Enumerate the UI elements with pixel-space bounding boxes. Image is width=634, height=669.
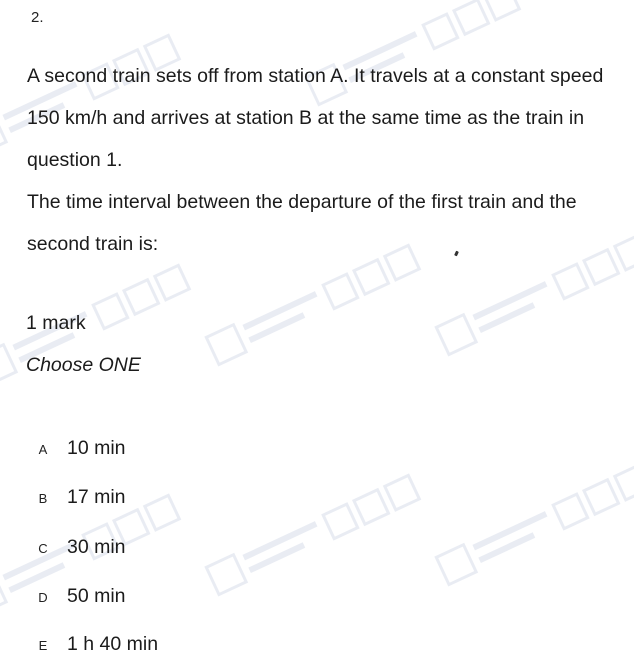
question-line: question 1. xyxy=(27,149,123,171)
option-text: 10 min xyxy=(67,437,126,459)
option-a[interactable] xyxy=(30,435,330,465)
watermark-logo xyxy=(202,461,438,602)
option-text: 1 h 40 min xyxy=(67,633,159,655)
question-line: A second train sets off from station A. It travels at a constant speed xyxy=(27,65,604,87)
question-line: 150 km/h and arrives at station B at the same time as the train in xyxy=(27,107,585,129)
question-line: The time interval between the departure of the first train and the xyxy=(27,191,577,213)
option-letter: E xyxy=(38,638,48,653)
option-letter: A xyxy=(38,442,48,457)
option-d[interactable] xyxy=(30,583,330,613)
option-letter: C xyxy=(38,541,48,556)
option-letter: D xyxy=(38,590,48,605)
option-text: 30 min xyxy=(67,536,126,558)
option-c[interactable] xyxy=(30,534,330,564)
question-number: 2. xyxy=(31,9,44,26)
question-line: second train is: xyxy=(27,233,159,255)
marks-label: 1 mark xyxy=(26,312,86,334)
option-letter: B xyxy=(38,491,48,506)
watermark-logo xyxy=(432,451,634,592)
instruction-label: Choose ONE xyxy=(26,354,141,376)
option-e[interactable] xyxy=(30,631,330,661)
option-text: 17 min xyxy=(67,486,126,508)
option-text: 50 min xyxy=(67,585,126,607)
question-text xyxy=(27,55,634,265)
option-b[interactable] xyxy=(30,484,330,514)
